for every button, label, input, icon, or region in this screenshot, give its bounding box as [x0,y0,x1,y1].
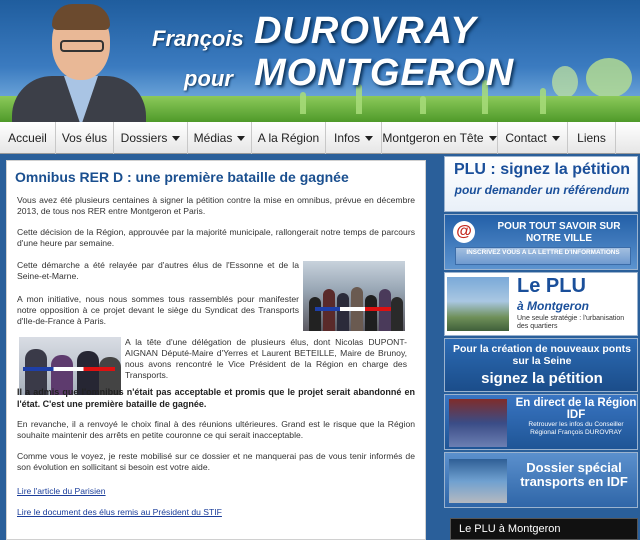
site-header [0,0,640,122]
nav-item-dossiers[interactable] [114,122,188,154]
nav-item-accueil[interactable] [0,122,56,154]
candidate-portrait [12,4,146,122]
caret-down-icon [365,136,373,141]
newsletter-banner[interactable] [444,214,638,270]
banner-heading: POUR TOUT SAVOIR SUR NOTRE VILLE [497,221,621,244]
tree-decoration [586,58,632,98]
caret-down-icon [172,136,180,141]
tree-decoration [552,66,578,98]
article-paragraph: Cette décision de la Région, approuvée par la majorité municipale, rallongerait notre temps de parcours d'une heure par semaine. [17,227,415,248]
header-first-name: François [152,26,244,51]
nav-label: Dossiers [120,131,168,145]
caret-down-icon [237,136,245,141]
grass-decoration [420,96,426,114]
banner-heading: Pour la création de nouveaux ponts sur la Seine [453,343,631,367]
caret-down-icon [552,136,560,141]
nav-label: Montgeron en Tête [382,131,484,145]
region-live-banner[interactable] [444,394,638,450]
nav-item-infos[interactable] [326,122,382,154]
article-paragraph: A mon initiative, nous nous sommes tous rassemblés pour manifester notre opposition à ce projet devant le siège du Syndicat des Transports d'Ile-de-France à Paris. [17,294,299,326]
article-paragraph: A la tête d'une délégation de plusieurs élus, dont Nicolas DUPONT-AIGNAN Député-Maire d'Yerres et Laurent BETEILLE, Maire de Brunoy, nous avons rencontré le Vice Président de la Région en charge des Transports. [125,337,407,380]
grass-decoration [300,92,306,114]
city-aerial-image [447,277,509,331]
nav-label: Contact [505,131,547,145]
banner-subheading: signez la pétition [481,370,603,387]
demonstration-photo [303,261,405,331]
nav-item-a-la-region[interactable] [252,122,326,154]
article-title: Omnibus RER D : une première bataille de gagnée [15,169,349,185]
stif-document-link[interactable]: Lire le document des élus remis au Président du STIF [17,507,222,517]
main-nav [0,122,640,154]
banner-subheading: pour demander un référendum [454,183,630,197]
newsletter-subscribe-button[interactable]: INSCRIVEZ VOUS A LA LETTRE D'INFORMATIONS [455,247,631,265]
header-city: MONTGERON [254,52,515,94]
banner-caption: Une seule stratégie : l'urbanisation des quartiers [517,315,625,330]
nav-label: Vos élus [61,131,108,145]
article-paragraph: Comme vous le voyez, je reste mobilisé sur ce dossier et ne manquerai pas de vous tenir informés de son évolution en sollicitant si besoin est votre aide. [17,451,415,472]
grass-decoration [540,88,546,114]
nav-label: Accueil [8,131,47,145]
nav-item-liens[interactable] [568,122,616,154]
video-title: Le PLU à Montgeron [459,523,561,535]
nav-item-contact[interactable] [498,122,568,154]
nav-label: Liens [577,131,606,145]
plu-montgeron-banner[interactable] [444,272,638,336]
banner-subheading: à Montgeron [517,299,589,313]
banner-heading: Dossier spécial transports en IDF [520,460,628,489]
nav-item-vos-elus[interactable] [56,122,114,154]
caret-down-icon [489,136,497,141]
transports-dossier-banner[interactable] [444,452,638,508]
banner-heading: PLU : signez la pétition [453,161,630,178]
article-panel [6,160,426,540]
article-paragraph: Vous avez été plusieurs centaines à signer la pétition contre la mise en omnibus, prévue en décembre 2013, de tous nos RER entre Montgeron et Paris. [17,195,415,216]
parisien-article-link[interactable]: Lire l'article du Parisien [17,486,106,496]
nav-item-medias[interactable] [188,122,252,154]
nav-item-montgeron-en-tete[interactable] [382,122,498,154]
nav-label: A la Région [257,131,320,145]
train-image [449,459,507,503]
article-paragraph-bold: Il a admis que l'omnibus n'était pas acceptable et promis que le projet serait abandonné en l'état. C'est une première bataille de gagnée. [17,387,415,409]
banner-heading: En direct de la Région IDF [515,397,637,421]
article-paragraph: En revanche, il a renvoyé le choix final à des réunions ultérieures. Grand est le risque que la Région souhaite maintenir des arrêts en petite couronne ce qui serait inacceptable. [17,419,415,440]
banner-heading: Le PLU [517,275,586,297]
regional-council-image [449,399,507,447]
header-pour: pour [184,66,233,91]
nav-label: Infos [333,131,360,145]
plu-petition-banner[interactable] [444,156,638,212]
video-player-title[interactable] [450,518,638,540]
banner-caption: Retrouver les infos du Conseiller Régional François DUROVRAY [528,421,624,436]
header-last-name: DUROVRAY [254,10,477,52]
nav-label: Médias [193,131,233,145]
bridges-petition-banner[interactable] [444,338,638,392]
at-sign-icon: @ [453,221,475,243]
article-paragraph: Cette démarche a été relayée par d'autres élus de l'Essonne et de la Seine-et-Marne. [17,260,299,281]
